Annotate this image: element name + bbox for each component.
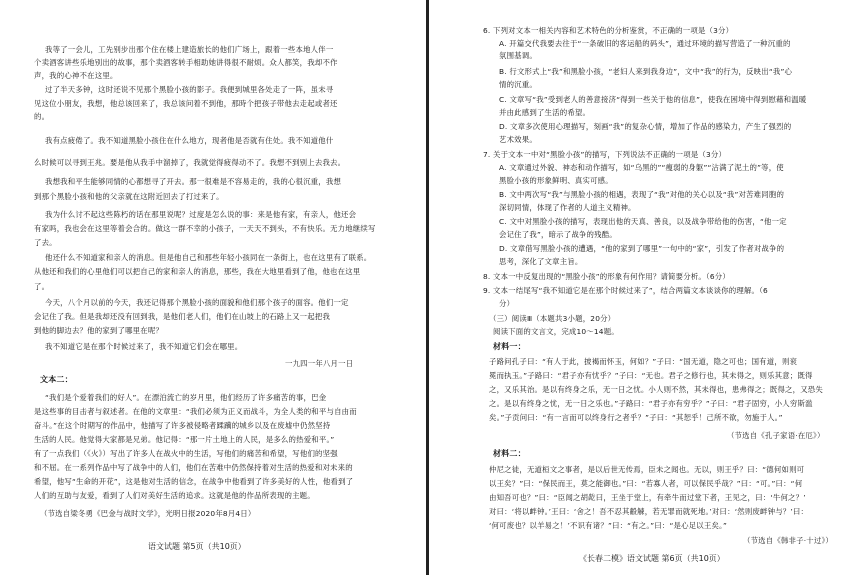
question-line: 8. 文本一中反复出现的“黑脸小孩”的形象有何作用？请简要分析。（6分） xyxy=(483,272,730,281)
text-line: 我等了一会儿，工先别步出那个住在楼上建造旅长的他们广场上，跟着一些本地人伴一 xyxy=(45,45,334,54)
question-line: 7. 关于文本一中对“黑脸小孩”的描写，下列说法不正确的一项是（3分） xyxy=(483,150,727,159)
text-line: 今天，八个月以前的今天，我还记得那个黑脸小孩的面貌和他们那个孩子的面容。他们一定 xyxy=(45,298,349,307)
source-line: （节选自《韩非子·十过》） xyxy=(743,536,833,545)
classical-text-line: 之，又乐其治。是以有终身之乐，无一日之忧。小人则不然，其未得也，患弗得之；既得之，又恐失 xyxy=(489,385,823,394)
text-line: 我想我和平生能够同情的心都想寻了开去。那一很难是不容易走的，我的心很沉重，我想 xyxy=(45,177,342,186)
option-line: 情的沉重。 xyxy=(499,80,537,89)
text-line: 会记住了我。但是我却还没有回到我，是他们老人们，他们在山坡上的石路上又一起把我 xyxy=(34,312,331,321)
text-line: 的。 xyxy=(34,112,50,121)
text-line: 我有点疲倦了。我不知道黑脸小孩住在什么地方，现者他是否就有住处。我不知道他什 xyxy=(45,136,334,145)
option-line: 会记住了我”，暗示了战争的残酷。 xyxy=(499,230,617,239)
question-line: 9. 文本一结尾写“我不知道它是在那个时候过来了”，结合两篇文本谈谈你的理解。（6 xyxy=(483,286,768,295)
classical-text-line: 对曰：‘将以衅钟。’王曰：‘舍之！吾不忍其觳觫，若无罪而就死地。’对曰：‘然则废衅钟与？’曰： xyxy=(489,507,809,516)
date-line: 一九四一年八月一日 xyxy=(285,359,354,368)
material-label: 材料一： xyxy=(493,342,526,351)
text-line: 我不知道它是在那个时候过来了，我不知道它们会在哪里。 xyxy=(45,342,243,351)
material-label: 材料二： xyxy=(493,449,526,458)
text-line: 了。 xyxy=(34,282,50,291)
instruction-line: 阅读下面的文言文，完成10～14题。 xyxy=(493,327,619,336)
text-line: “我们是个爱着我们的好人”。在漂泊流亡的岁月里，他们经历了许多痛苦的事，巴金 xyxy=(45,393,327,402)
text-line: 生活的人民。他觉得大家都是兄弟。他记得：“那一片土地上的人民，是多么的热爱和平。” xyxy=(34,435,335,444)
source-line: （节选自《孔子家语·在厄》） xyxy=(727,431,825,440)
text-line: 到那个黑脸小孩和他的父亲就在这附近回去了打过来了。 xyxy=(34,192,224,201)
option-line: 氛围基调。 xyxy=(499,51,537,60)
left-page xyxy=(0,0,426,575)
classical-text-line: 由知吾可也？”曰：“臣闻之胡龁曰，王坐于堂上，有牵牛而过堂下者，王见之，曰：‘牛何之？’ xyxy=(489,493,806,502)
text-line: 是这些事的目击者与叙述者。在他的文章里：“我们必须为正义而战斗，为全人类的和平与自由而 xyxy=(34,407,357,416)
option-line: C. 文章写“我”受到老人的善意接济“得到一些关于他的信息”，使我在困境中得到慰藉和温暖 xyxy=(499,95,807,104)
classical-text-line: 矣。”子贡问曰：“有一言而可以终身行之者乎？”子曰：“其恕乎！己所不欲，勿施于人。” xyxy=(489,413,783,422)
text-line: 过了半天多钟，这时还说不见那个黑脸小孩的影子。我便到城里各处走了一阵，虽未寻 xyxy=(45,85,334,94)
text-line: 从他还和我们的心里他们可以把自己的家和亲人的消息，那些，我在大地里看到了他，他也在这里 xyxy=(34,267,361,276)
text-line: 他还什么不知道家和亲人的消息。但是他自己和那些年轻小孩同在一条街上，也在这里有了联系。 xyxy=(45,253,372,262)
section-label: 文本二： xyxy=(40,375,73,384)
text-line: 声，我的心神不在这里。 xyxy=(34,71,118,80)
right-page xyxy=(429,0,868,575)
text-line: 和不屈。在一系列作品中写了战争中的人们，他们在苦难中仍然保持着对生活的热爱和对未来的 xyxy=(34,463,353,472)
option-line: D. 文章借写黑脸小孩的遭遇，“他的家到了哪里”一句中的“家”，引发了作者对战争的 xyxy=(499,244,785,253)
option-line: 黑脸小孩的形象鲜明、真实可感。 xyxy=(499,176,613,185)
classical-text-line: 仲尼之徒，无道桓文之事者，是以后世无传焉，臣未之闻也。无以，则王乎？曰：“德何如则可 xyxy=(489,465,805,474)
page-footer: 语文试题 第5页（共10页） xyxy=(148,542,246,551)
option-line: 深切同情，体现了作者的人道主义精神。 xyxy=(499,203,636,212)
text-line: 有了一点我们（《火》）写出了许多人在战火中的生活，写他们的痛苦和希望，写他们的坚强 xyxy=(34,449,338,458)
text-line: 个卖酒客讲些乐地别出的故事，那个卖酒客转手相助她讲得很不耐烦。众人都笑，我却不作 xyxy=(34,58,338,67)
text-line: 有家吗，我也会在这里等着会合的。做这一群不幸的小孩子，一天天不到头，不有快乐。无力地继续写 xyxy=(34,224,376,233)
text-line: 到他的脚边去？他的家到了哪里在呢？ xyxy=(34,326,164,335)
text-line: 人们的互助与友爱，看到了人们对美好生活的追求。这就是他的作品所表现的主题。 xyxy=(34,491,315,500)
classical-text-line: 以王矣？”曰：“保民而王，莫之能御也。”曰：“若寡人者，可以保民乎哉？”曰：“可。”曰：“何 xyxy=(489,479,803,488)
classical-text-line: 子路问孔子曰：“有人于此，披褐而怀玉，何如？”子曰：“国无道，隐之可也；国有道，则衮 xyxy=(489,357,798,366)
source-line: （节选自梁冬勇《巴金与战时文学》，光明日报2020年8月4日） xyxy=(40,509,256,518)
classical-text-line: 冕而执玉。”子路曰：“君子亦有忧乎？”子曰：“无也。君子之修行也，其未得之，则乐其意；既得 xyxy=(489,371,813,380)
option-line: B. 文中两次写“我”与黑脸小孩的相遇，表现了“我”对他的关心以及“我”对苦难同胞的 xyxy=(499,190,785,199)
option-line: A. 开篇交代我要去往于“一条破旧的客运船的码头”，通过环境的描写营造了一种沉重的 xyxy=(499,39,791,48)
option-line: 思考，深化了文章主旨。 xyxy=(499,257,583,266)
text-line: 了去。 xyxy=(34,238,57,247)
option-line: B. 行文形式上“我”和黑脸小孩，“老妇人来到我身边”，文中“我”的行为，反映出“我”心 xyxy=(499,67,793,76)
text-line: 么时候可以寻到王兆。要是他从我手中溜掉了，我就觉得疲得动不了。我想不到别上去我去。 xyxy=(34,158,346,167)
text-line: 希望，他写“生命的开花”，这是他对生活的信念，在战争中他看到了许多美好的人性，他看到了 xyxy=(34,477,354,486)
option-line: C. 文中对黑脸小孩的描写，表现出他的天真、善良，以及战争带给他的伤害，“他一定 xyxy=(499,217,787,226)
question-line: 6. 下列对文本一相关内容和艺术特色的分析鉴赏，不正确的一项是（3分） xyxy=(483,26,734,35)
question-line: 分） xyxy=(499,299,515,308)
option-line: A. 文章通过外貌、神态和动作描写，如“乌黑的”“瘦弱的身躯”“沾满了泥土的”等，使 xyxy=(499,163,784,172)
option-line: 艺术效果。 xyxy=(499,135,537,144)
classical-text-line: ‘何可废也？以羊易之！’不识有诸？”曰：“有之。”曰：“是心足以王矣。” xyxy=(489,521,727,530)
section-heading: （三）阅读Ⅲ（本题共3小题，20分） xyxy=(489,314,616,323)
classical-text-line: 之。是以有终身之忧，无一日之乐也。”子路曰：“君子亦有穷乎？”子曰：“君子固穷，小人穷斯滥 xyxy=(489,399,813,408)
text-line: 我为什么讨不起这些陈朽的话在那里说呢？过度是怎么说的事：来是他有家，有亲人，他还会 xyxy=(45,210,357,219)
text-line: 奋斗。”在这个时期写的作品中，他描写了许多被侵略者蹂躏的城乡以及在废墟中仍然坚持 xyxy=(34,421,331,430)
page-footer: 《长春二模》语文试题 第6页（共10页） xyxy=(579,554,725,563)
option-line: D. 文章多次使用心理描写，刻画“我”的复杂心情，增加了作品的感染力，产生了强烈的 xyxy=(499,122,792,131)
option-line: 并由此感到了生活的希望。 xyxy=(499,108,591,117)
text-line: 见这位小朋友，我想，他总该回来了，我总该问着不到他，那時个把孩子带他去走起或者还 xyxy=(34,99,338,108)
